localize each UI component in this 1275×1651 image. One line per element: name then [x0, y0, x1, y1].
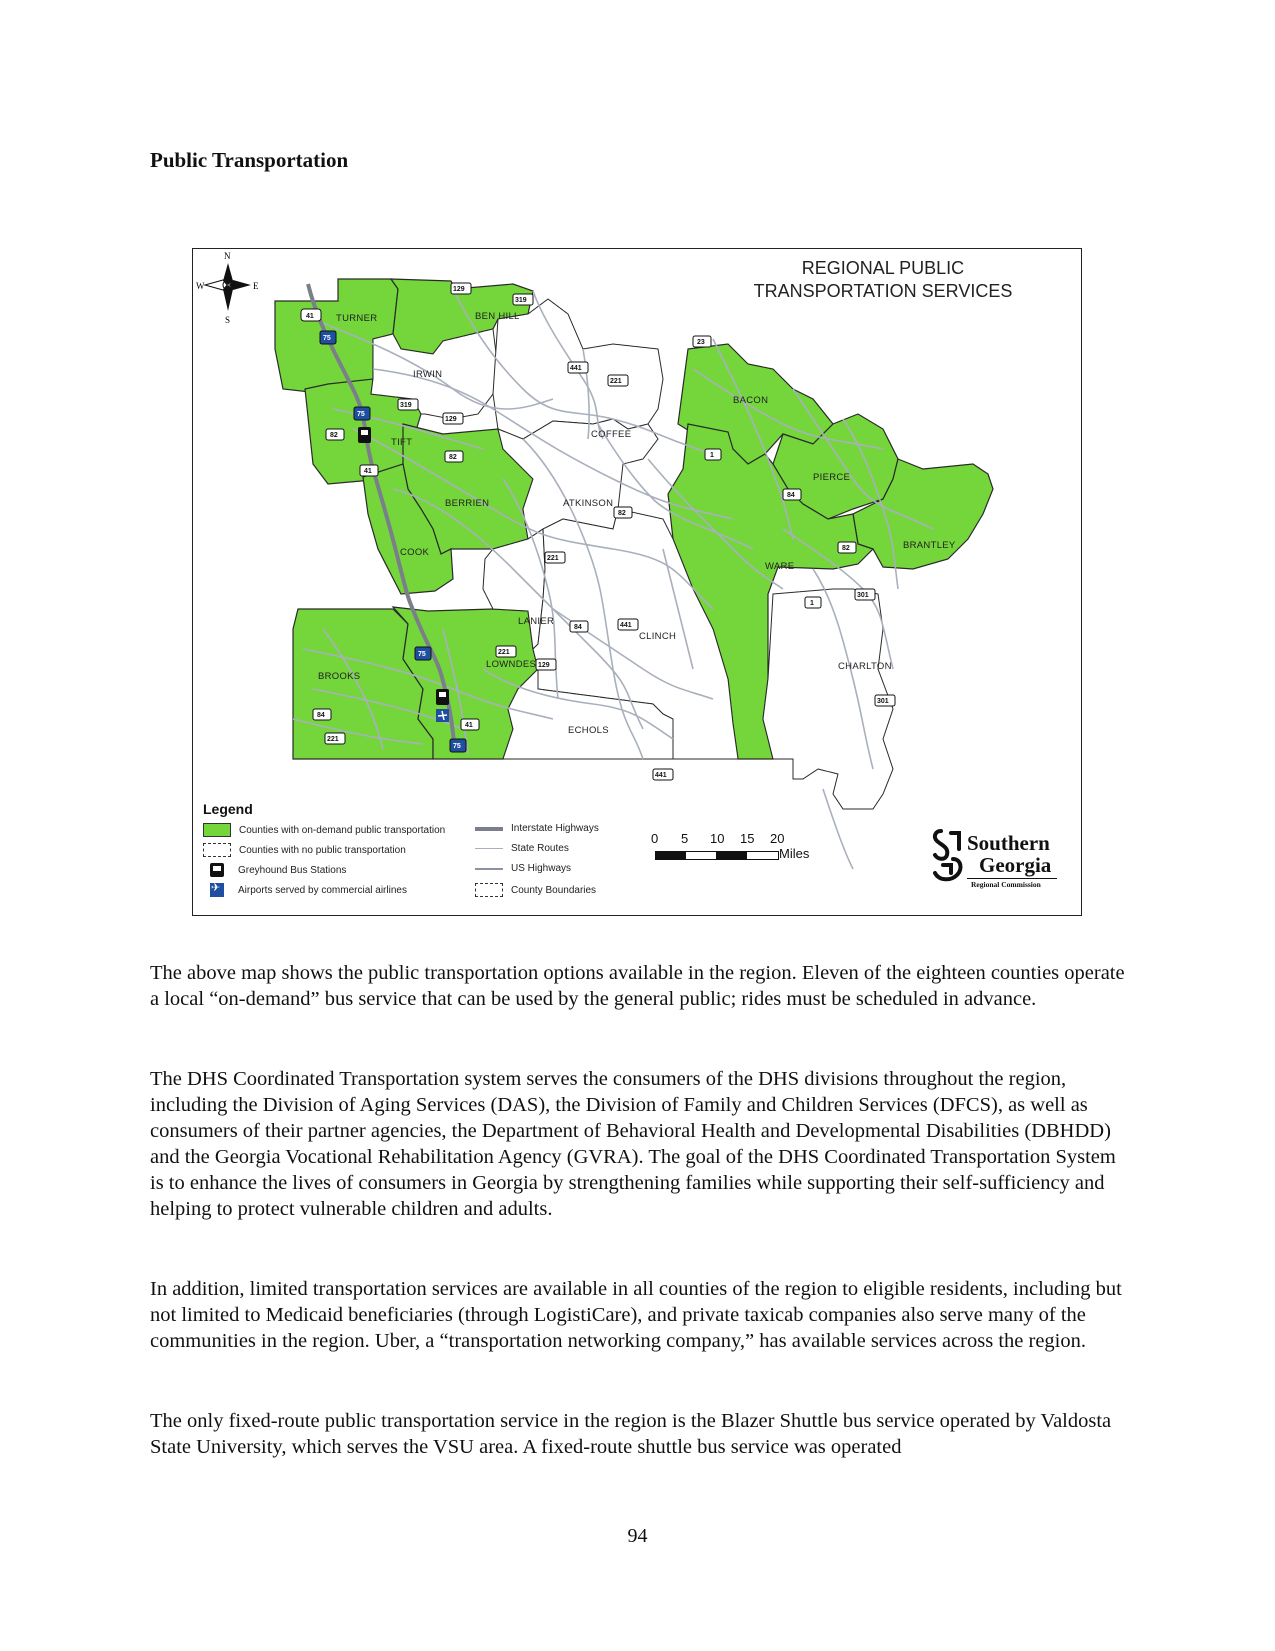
svg-text:84: 84 — [787, 492, 795, 499]
svg-text:75: 75 — [418, 651, 426, 658]
shield-us-23 — [693, 336, 711, 347]
label-ben-hill: BEN HILL — [475, 311, 520, 322]
shield-sr-129b — [443, 413, 463, 424]
shield-us-41b — [360, 465, 378, 476]
svg-text:W: W — [196, 281, 205, 291]
shield-us-41c — [461, 719, 479, 730]
airport-icon — [210, 883, 224, 897]
shield-us-1a — [705, 449, 721, 460]
label-cook: COOK — [400, 547, 430, 558]
shield-us-84b — [570, 621, 588, 632]
label-brantley: BRANTLEY — [903, 540, 956, 551]
label-lanier: LANIER — [518, 616, 555, 627]
svg-text:82: 82 — [330, 432, 338, 439]
label-charlton: CHARLTON — [838, 661, 892, 672]
svg-text:82: 82 — [449, 454, 457, 461]
svg-text:441: 441 — [655, 772, 667, 779]
bus-station-icon — [210, 863, 224, 877]
svg-text:221: 221 — [610, 378, 622, 385]
shield-us-221 — [608, 375, 628, 386]
label-echols: ECHOLS — [568, 725, 609, 736]
shield-i-75b — [354, 407, 370, 420]
shield-sr-319 — [513, 294, 533, 305]
legend-no-transport: Counties with no public transportation — [203, 843, 406, 857]
svg-text:41: 41 — [465, 722, 473, 729]
map-canvas — [193, 249, 1081, 915]
label-berrien: BERRIEN — [445, 498, 490, 509]
shield-sr-129c — [536, 659, 556, 670]
legend-interstate: Interstate Highways — [475, 823, 599, 834]
shield-us-84c — [313, 709, 331, 720]
svg-text:41: 41 — [306, 313, 314, 320]
shield-i-75c — [415, 647, 431, 660]
county-charlton — [763, 589, 893, 809]
shield-sr-319b — [398, 399, 418, 410]
svg-text:1: 1 — [810, 600, 814, 607]
shield-us-441 — [568, 362, 588, 373]
svg-text:23: 23 — [697, 339, 705, 346]
label-irwin: IRWIN — [413, 369, 443, 380]
section-heading: Public Transportation — [150, 148, 349, 172]
svg-text:221: 221 — [327, 736, 339, 743]
shield-us-441c — [653, 769, 673, 780]
paragraph-3: In addition, limited transportation services are available in all counties of the region to eligible residents, including but not limited to Medicaid beneficiaries (through LogistiCare), and private taxicab companies also serve many of the communities in the region. Uber, a “transportation networking company,” has available services across the region. — [150, 1278, 1122, 1352]
svg-text:221: 221 — [498, 649, 510, 656]
paragraph-4: The only fixed-route public transportation service in the region is the Blazer Shuttle bus service operated by Valdosta State University, which serves the VSU area. A fixed-route shuttle bus service was operated — [150, 1410, 1112, 1458]
shield-us-1b — [805, 597, 821, 608]
shield-us-41 — [301, 309, 321, 321]
svg-text:41: 41 — [364, 468, 372, 475]
svg-text:S: S — [225, 315, 231, 325]
svg-text:319: 319 — [400, 402, 412, 409]
logo-mark-icon — [931, 829, 965, 883]
legend-on-demand: Counties with on-demand public transportation — [203, 823, 445, 837]
label-brooks: BROOKS — [318, 671, 361, 682]
shield-us-82c — [614, 507, 632, 518]
svg-text:82: 82 — [618, 510, 626, 517]
svg-text:441: 441 — [570, 365, 582, 372]
svg-text:129: 129 — [538, 662, 550, 669]
svg-text:84: 84 — [574, 624, 582, 631]
airport-icon — [436, 709, 449, 722]
label-tift: TIFT — [391, 437, 413, 448]
legend-us-highways: US Highways — [475, 863, 571, 874]
svg-text:301: 301 — [857, 592, 869, 599]
label-pierce: PIERCE — [813, 472, 851, 483]
shield-i-75 — [320, 331, 336, 344]
map-title: REGIONAL PUBLIC TRANSPORTATION SERVICES — [753, 258, 1013, 301]
label-atkinson: ATKINSON — [563, 498, 614, 509]
svg-text:75: 75 — [453, 743, 461, 750]
shield-us-301a — [855, 589, 875, 600]
shield-us-82b — [445, 451, 463, 462]
label-turner: TURNER — [336, 313, 378, 324]
svg-text:82: 82 — [842, 545, 850, 552]
map-legend — [203, 801, 599, 896]
label-clinch: CLINCH — [639, 631, 677, 642]
legend-title: Legend — [203, 801, 253, 817]
regional-transportation-map: TURNER BEN HILL IRWIN TIFT COFFEE BACON PIERCE BERRIEN ATKINSON BRANTLEY COOK WARE LANIER CLINCH CHARLTON BROOKS LOWNDES ECHOLS 41 129 319 75 441 221 23 319 129 75 82 82 41 1 84 82 82 221 1 301 84 441 221 129 75 301 84 41 221 75 441 REGIONAL PUBLIC TRANSPORTATION SERVICES N W E S Legend Counties with on-demand public transportation Counties with no public transportation Greyhound Bus Stations ✈ Airports served by commercial airlines Interstate Highways State Routes US Highways County Boundaries 0 5 10 15 20 Miles Southern Georgia Regional Commission — [192, 248, 1082, 916]
svg-text:221: 221 — [547, 555, 559, 562]
legend-bus: Greyhound Bus Stations — [203, 863, 346, 877]
bus-station-icon — [436, 689, 449, 705]
paragraph-1: The above map shows the public transportation options available in the region. Eleven of the eighteen counties operate a local “on-demand” bus service that can be used by the general public; rides must be scheduled in advance. — [150, 962, 1125, 1010]
label-bacon: BACON — [733, 395, 769, 406]
page-number: 94 — [627, 1525, 648, 1547]
svg-text:75: 75 — [357, 411, 365, 418]
svg-text:N: N — [224, 251, 231, 261]
shield-us-221b — [545, 552, 565, 563]
svg-text:129: 129 — [445, 416, 457, 423]
label-coffee: COFFEE — [591, 429, 632, 440]
svg-text:319: 319 — [515, 297, 527, 304]
shield-us-301b — [875, 695, 895, 706]
compass-rose-icon — [193, 249, 263, 325]
shield-us-221d — [325, 733, 345, 744]
svg-text:301: 301 — [877, 698, 889, 705]
legend-boundaries: County Boundaries — [475, 883, 596, 897]
shield-sr-129 — [451, 283, 471, 294]
svg-text:84: 84 — [317, 712, 325, 719]
shield-us-82d — [838, 542, 856, 553]
shield-us-84a — [783, 489, 801, 500]
paragraph-2: The DHS Coordinated Transportation system serves the consumers of the DHS divisions throughout the region, including the Division of Aging Services (DAS), the Division of Family and Children Services (DFCS), as well as consumers of their partner agencies, the Department of Behavioral Health and Developmental Disabilities (DBHDD) and the Georgia Vocational Rehabilitation Agency (GVRA). The goal of the DHS Coordinated Transportation System is to enhance the lives of consumers in Georgia by strengthening families while supporting their self-sufficiency and helping to protect vulnerable children and adults. — [150, 1068, 1116, 1220]
svg-text:1: 1 — [710, 452, 714, 459]
svg-text:E: E — [253, 281, 259, 291]
label-ware: WARE — [765, 561, 795, 572]
legend-airport: ✈ Airports served by commercial airlines — [203, 883, 407, 897]
shield-us-82a — [326, 429, 344, 440]
svg-text:441: 441 — [620, 622, 632, 629]
shield-us-441b — [618, 619, 638, 630]
svg-text:75: 75 — [323, 335, 331, 342]
shield-i-75d — [450, 739, 466, 752]
shield-us-221c — [496, 646, 516, 657]
label-lowndes: LOWNDES — [486, 659, 537, 670]
svg-text:129: 129 — [453, 286, 465, 293]
legend-state-routes: State Routes — [475, 843, 569, 854]
bus-station-icon — [358, 427, 371, 443]
